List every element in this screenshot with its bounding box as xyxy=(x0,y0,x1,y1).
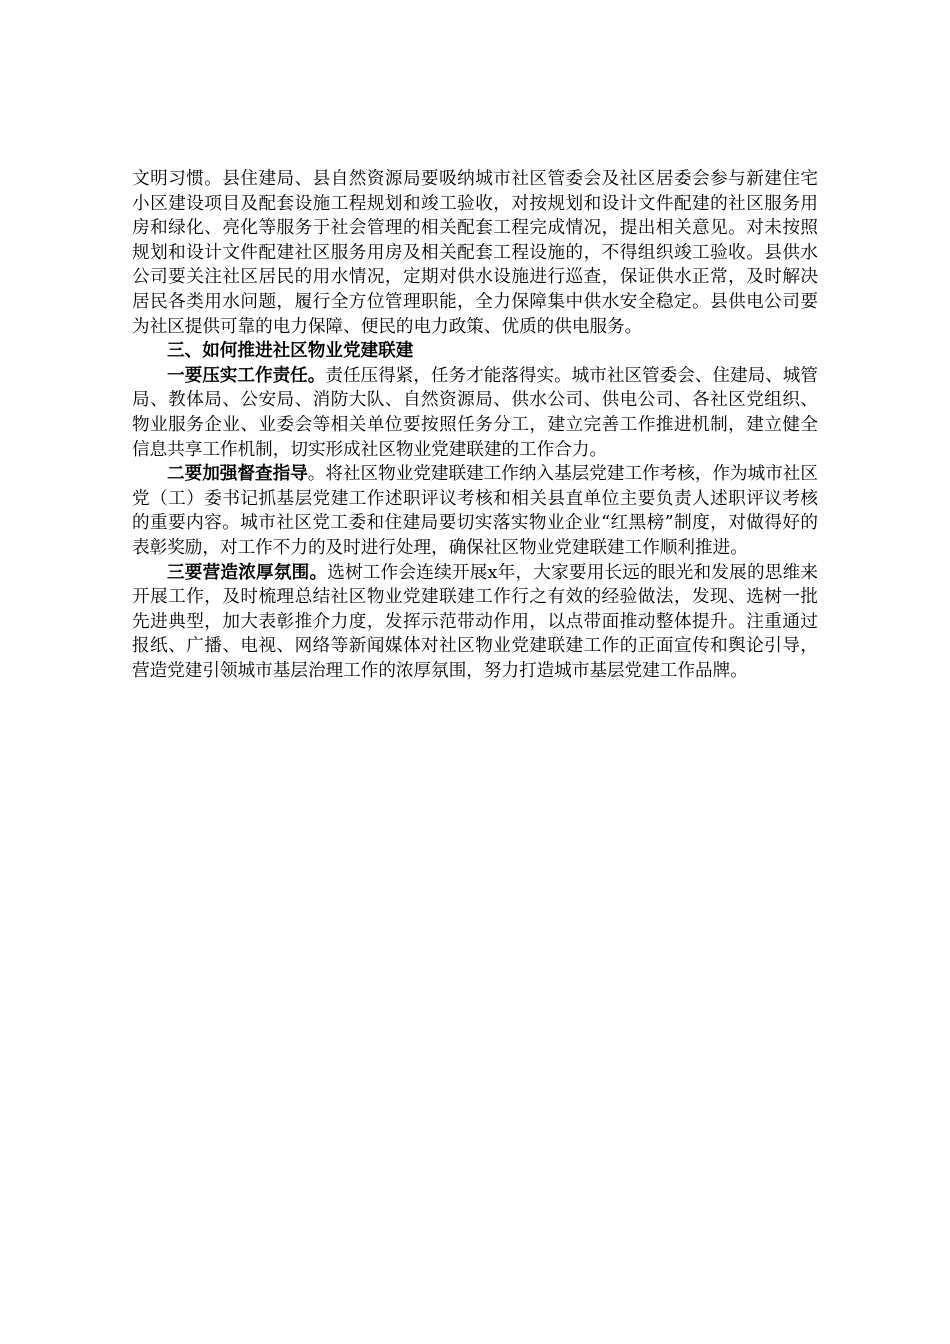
document-body xyxy=(132,167,818,683)
paragraph-atmosphere-body: 选树工作会连续开展x年，大家要用长远的眼光和发展的思维来开展工作，及时梳理总结社区物业党建联建工作行之有效的经验做法，发现、选树一批先进典型，加大表彰推介力度，发挥示范带动作用，以点带面推动整体提升。注重通过报纸、广播、电视、网络等新闻媒体对社区物业党建联建工作的正面宣传和舆论引导，营造党建引领城市基层治理工作的浓厚氛围，努力打造城市基层党建工作品牌。 xyxy=(132,562,818,681)
paragraph-duty xyxy=(132,364,818,462)
paragraph-continuation: 文明习惯。县住建局、县自然资源局要吸纳城市社区管委会及社区居委会参与新建住宅小区建设项目及配套设施工程规划和竣工验收，对按规划和设计文件配建的社区服务用房和绿化、亮化等服务于社会管理的相关配套工程完成情况，提出相关意见。对未按照规划和设计文件配建社区服务用房及相关配套工程设施的，不得组织竣工验收。县供水公司要关注社区居民的用水情况，定期对供水设施进行巡查，保证供水正常，及时解决居民各类用水问题，履行全方位管理职能，全力保障集中供水安全稳定。县供电公司要为社区提供可靠的电力保障、便民的电力政策、优质的供电服务。 xyxy=(132,169,818,337)
paragraph-supervision xyxy=(132,462,818,560)
paragraph-supervision-lead: 二要加强督查指导 xyxy=(167,463,308,485)
section-heading: 三、如何推进社区物业党建联建 xyxy=(167,340,414,362)
paragraph-duty-body: 责任压得紧，任务才能落得实。城市社区管委会、住建局、城管局、教体局、公安局、消防大队、自然资源局、供水公司、供电公司、各社区党组织、物业服务企业、业委会等相关单位要按照任务分工，建立完善工作推进机制，建立健全信息共享工作机制，切实形成社区物业党建联建的工作合力。 xyxy=(132,365,818,460)
paragraph-duty-lead: 一要压实工作责任。 xyxy=(167,364,326,386)
paragraph-supervision-body: 。将社区物业党建联建工作纳入基层党建工作考核，作为城市社区党（工）委书记抓基层党建工作述职评议考核和相关县直单位主要负责人述职评议考核的重要内容。城市社区党工委和住建局要切实落实物业企业“红黑榜”制度，对做得好的表彰奖励，对工作不力的及时进行处理，确保社区物业党建联建工作顺利推进。 xyxy=(132,464,818,558)
paragraph-atmosphere-lead: 三要营造浓厚氛围。 xyxy=(167,561,328,583)
paragraph-atmosphere xyxy=(132,561,818,684)
